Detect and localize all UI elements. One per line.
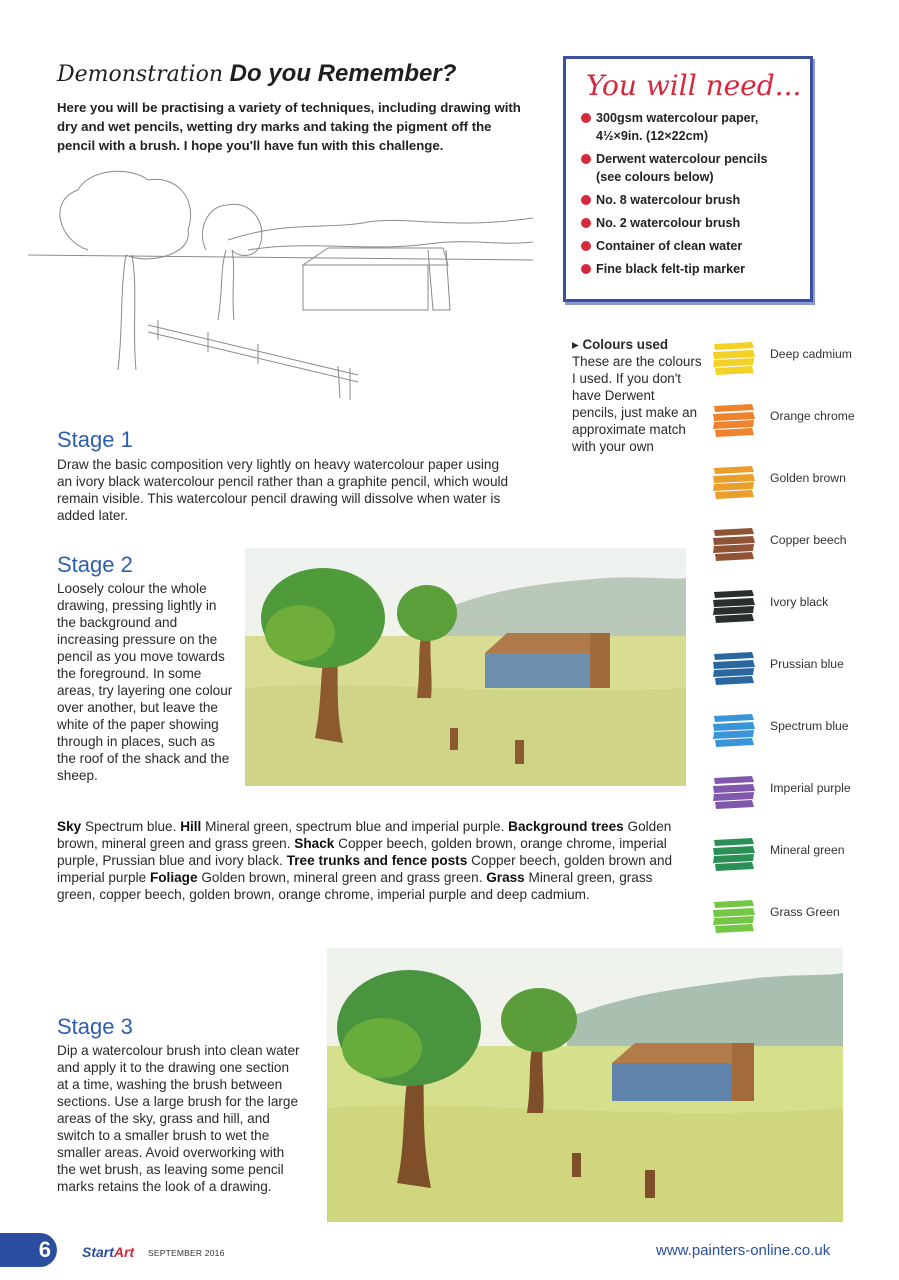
materials-list: [596, 109, 796, 283]
colour-swatch-label: Orange chrome: [770, 409, 855, 423]
caption-label: Grass: [486, 870, 525, 885]
colour-swatch-label: Prussian blue: [770, 657, 844, 671]
stage2-text: Loosely colour the whole drawing, pressing lightly in the background and increasing pressure on the pencil as you move towards the foreground. In some areas, try layering one colour over another, but leave the white of the paper showing through in places, such as the roof of the shack and the sheep.: [57, 581, 233, 783]
colour-swatch: [712, 400, 756, 440]
bullet-icon: [581, 154, 591, 164]
page-number: 6: [0, 1233, 57, 1267]
stage2-colour-caption: Sky Spectrum blue. Hill Mineral green, spectrum blue and imperial purple. Background trees Golden brown, mineral green and grass green. Shack Copper beech, golden brown, orange chrome, imperial purple, Prussian blue and ivory black. Tree trunks and fence posts Copper beech, golden brown and imperial purple Foliage Golden brown, mineral green and grass green. Grass Mineral green, grass green, copper beech, golden brown, orange chrome, imperial purple and deep cadmium.: [57, 819, 673, 902]
colour-swatch-label: Grass Green: [770, 905, 840, 919]
caption-label: Hill: [180, 819, 202, 834]
bullet-icon: [581, 113, 591, 123]
bullet-icon: [581, 264, 591, 274]
colours-used-text: These are the colours I used. If you don't have Derwent pencils, just make an approximate match with your own: [572, 354, 702, 454]
stage1-heading: Stage 1: [57, 427, 133, 452]
stage3-text: Dip a watercolour brush into clean water and apply it to the drawing one section at a time, washing the brush between sections. Use a large brush for the large areas of the sky, grass and hill, and switch to a smaller brush to wet the smaller areas. Avoid overworking with the wet brush, as leaving some pencil marks retains the look of a drawing.: [57, 1043, 300, 1194]
bullet-icon: [581, 218, 591, 228]
colour-swatch-label: Deep cadmium: [770, 347, 852, 361]
website-link[interactable]: www.painters-online.co.uk: [656, 1242, 831, 1259]
page-title: [57, 60, 456, 88]
colour-swatch: [712, 586, 756, 626]
caption-label: Background trees: [508, 819, 624, 834]
colour-swatch-label: Copper beech: [770, 533, 847, 547]
colour-swatch-label: Mineral green: [770, 843, 845, 857]
colour-swatch-label: Ivory black: [770, 595, 829, 609]
materials-item: Derwent watercolour pencils (see colours below): [596, 150, 796, 186]
caption-label: Shack: [294, 836, 335, 851]
bullet-icon: [581, 241, 591, 251]
materials-item: 300gsm watercolour paper, 4½×9in. (12×22cm): [596, 109, 796, 145]
brand-logo: StartArt: [82, 1244, 135, 1260]
issue-date: SEPTEMBER 2016: [148, 1248, 225, 1258]
colour-swatch-label: Golden brown: [770, 471, 846, 485]
colour-swatch: [712, 524, 756, 564]
bullet-icon: [581, 195, 591, 205]
stage3-heading: Stage 3: [57, 1014, 133, 1039]
caption-label: Sky: [57, 819, 82, 834]
title-prefix: Demonstration: [57, 62, 223, 87]
colour-swatch: [712, 338, 756, 378]
colour-swatch: [712, 648, 756, 688]
you-will-need-title: You will need...: [586, 69, 802, 102]
stage1-sketch-image: [28, 160, 533, 412]
colour-swatch-label: Spectrum blue: [770, 719, 849, 733]
stage3-painting-image: [327, 948, 843, 1222]
colours-used-heading: ▸ Colours used: [572, 337, 669, 352]
you-will-need-box: [563, 56, 813, 302]
colour-swatch: [712, 772, 756, 812]
caption-label: Tree trunks and fence posts: [286, 853, 468, 868]
materials-item: Fine black felt-tip marker: [596, 260, 796, 278]
intro-paragraph: Here you will be practising a variety of techniques, including drawing with dry and wet pencils, wetting dry marks and taking the pigment off the pencil with a brush. I hope you'll have fun with this challenge.: [57, 100, 521, 153]
materials-item: No. 8 watercolour brush: [596, 191, 796, 209]
colour-swatch: [712, 462, 756, 502]
caption-label: Foliage: [149, 870, 198, 885]
colours-used-block: [572, 336, 702, 455]
materials-item: Container of clean water: [596, 237, 796, 255]
colour-swatch: [712, 710, 756, 750]
title-main: Do you Remember?: [229, 60, 457, 87]
colour-swatch: [712, 896, 756, 936]
stage2-painting-image: [245, 548, 686, 786]
stage1-text: Draw the basic composition very lightly on heavy watercolour paper using an ivory black watercolour pencil rather than a graphite pencil, which would remain visible. This watercolour pencil drawing will dissolve when water is added later.: [57, 457, 509, 523]
materials-item: No. 2 watercolour brush: [596, 214, 796, 232]
colour-swatch: [712, 834, 756, 874]
colour-swatch-label: Imperial purple: [770, 781, 851, 795]
stage2-heading: Stage 2: [57, 552, 133, 577]
